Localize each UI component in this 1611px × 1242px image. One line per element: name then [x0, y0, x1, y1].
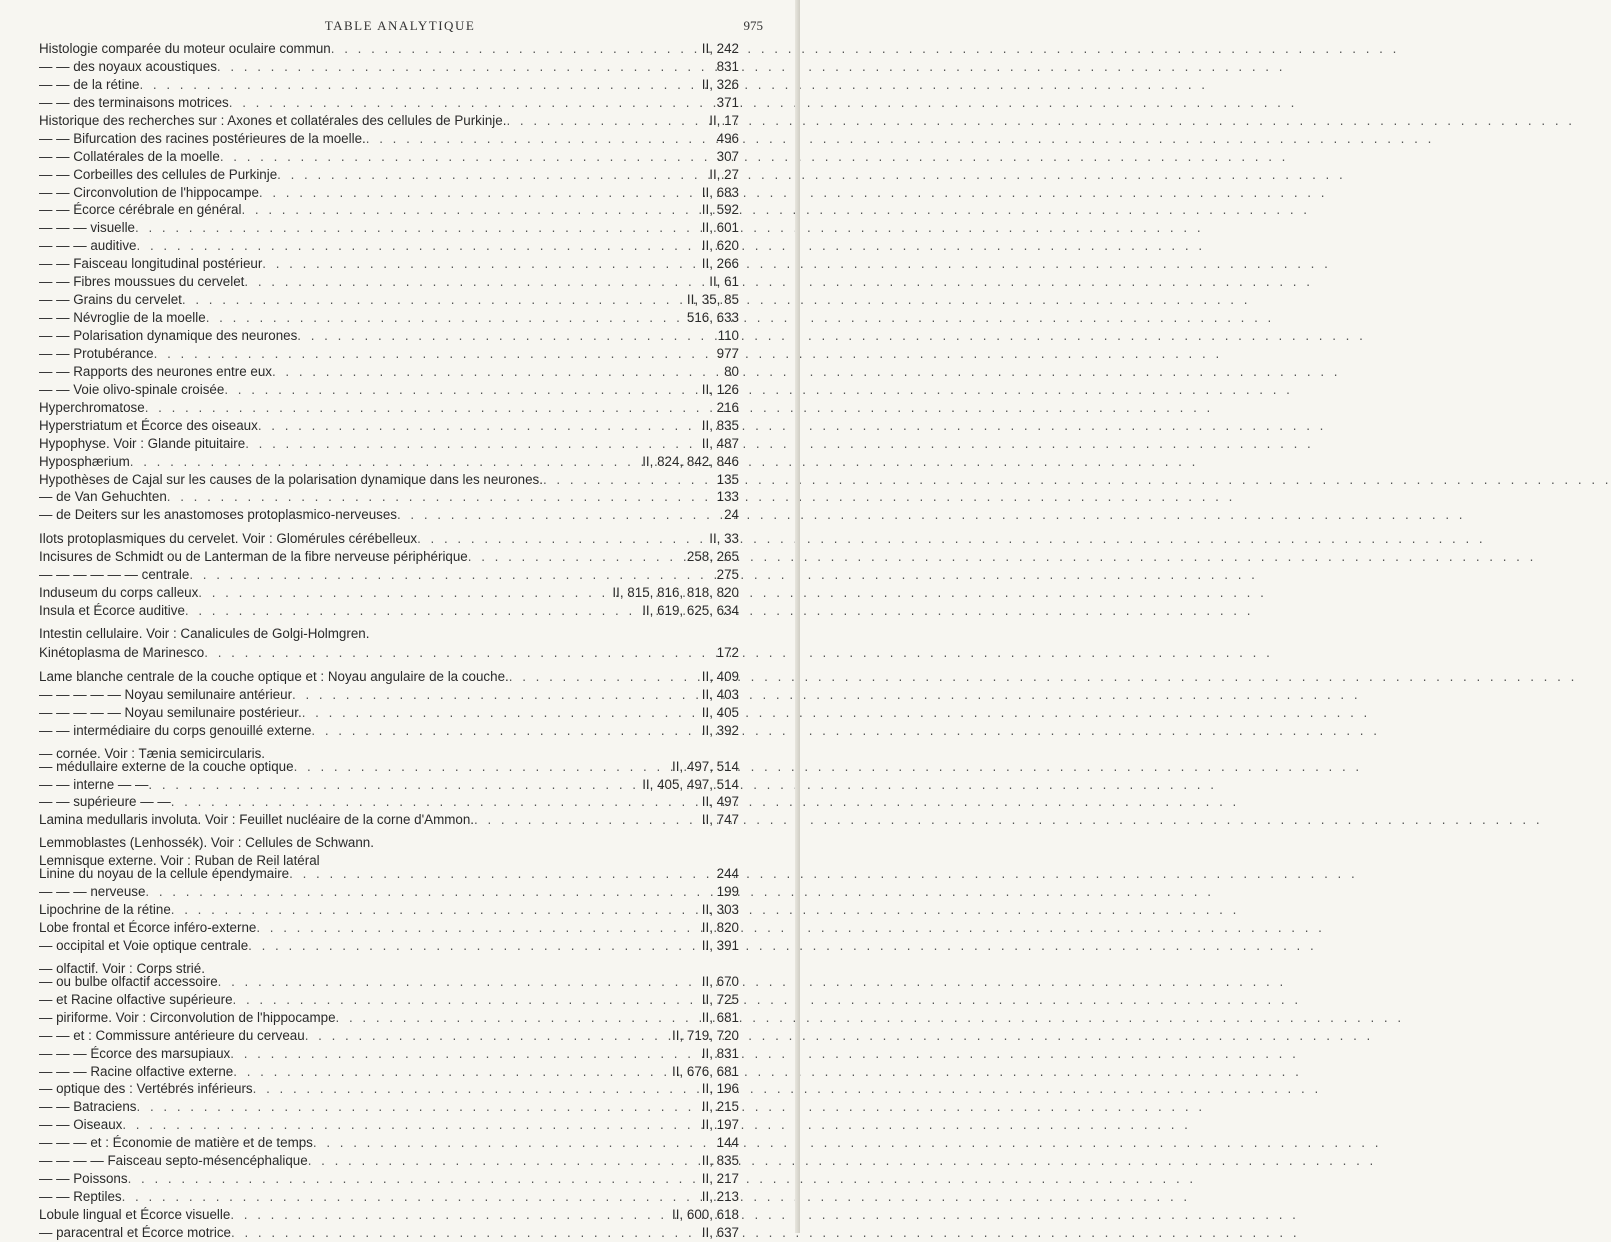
- leader-dots: [305, 1027, 669, 1045]
- page-reference: II, 391: [701, 937, 739, 953]
- index-entry: [39, 1152, 739, 1170]
- index-entry: [39, 1080, 739, 1098]
- entry-text: — — — et : Économie de matière et de temps: [39, 1135, 313, 1151]
- leader-dots: [417, 530, 706, 548]
- entry-text: — olfactif. Voir : Corps strié.: [39, 960, 205, 976]
- page-reference: 216: [716, 399, 739, 415]
- leader-dots: [198, 584, 609, 602]
- index-entry: [39, 1170, 739, 1188]
- entry-text: — — des noyaux acoustiques: [39, 58, 217, 74]
- entry-text: Lamina medullaris involuta. Voir : Feuillet nucléaire de la corne d'Ammon.: [39, 812, 474, 828]
- entry-text: — — supérieure — —: [39, 794, 171, 810]
- leader-dots: [256, 919, 698, 937]
- index-entry: [39, 130, 739, 148]
- leader-dots: [218, 973, 699, 991]
- page-reference: II, 197: [701, 1117, 739, 1133]
- leader-dots: [331, 40, 699, 58]
- leader-dots: [137, 1098, 699, 1116]
- index-entry: [39, 620, 739, 641]
- entry-text: — — Grains du cervelet: [39, 292, 182, 308]
- entry-text: — — — — Faisceau septo-mésencéphalique: [39, 1153, 308, 1169]
- page-reference: II, 126: [701, 381, 739, 397]
- page-reference: II, 303: [701, 902, 739, 918]
- leader-dots: [135, 219, 699, 237]
- page-reference: II, 824, 842, 846: [642, 453, 739, 469]
- page-reference: II, 242: [701, 41, 739, 56]
- leader-dots: [217, 58, 714, 76]
- index-entry: [39, 722, 739, 740]
- index-entry: [39, 566, 739, 584]
- leader-dots: [231, 1224, 699, 1242]
- entry-text: — médullaire externe de la couche optique: [39, 758, 294, 774]
- index-entry: [39, 1045, 739, 1063]
- entry-text: — — Batraciens: [39, 1099, 137, 1115]
- index-entry: [39, 381, 739, 399]
- entry-text: Lobule lingual et Écorce visuelle: [39, 1207, 231, 1222]
- leader-dots: [258, 417, 699, 435]
- page-reference: II, 217: [701, 1171, 739, 1187]
- index-entry: [39, 955, 739, 976]
- page-reference: II, 820: [701, 920, 739, 935]
- page-reference: II, 835: [701, 1153, 739, 1169]
- leader-dots: [122, 1188, 699, 1206]
- page-reference: II, 487: [701, 435, 739, 451]
- index-entry: [39, 345, 739, 363]
- entry-text: — — — visuelle: [39, 220, 135, 236]
- entry-text: — de Deiters sur les anastomoses protoplasmico-nerveuses: [39, 507, 397, 523]
- leader-dots: [185, 602, 639, 620]
- entry-text: — — Poissons: [39, 1171, 128, 1187]
- index-entry: [39, 1027, 739, 1045]
- index-entry: [39, 704, 739, 722]
- leader-dots: [297, 327, 714, 345]
- entry-text: — — de la rétine: [39, 76, 140, 92]
- index-entry: [39, 184, 739, 202]
- entry-text: — — interne — —: [39, 776, 149, 792]
- index-entry: [39, 399, 739, 417]
- index-entry: [39, 488, 739, 506]
- page-reference: II, 17: [709, 112, 739, 128]
- leader-dots: [509, 668, 699, 686]
- entry-text: — paracentral et Écorce motrice: [39, 1224, 232, 1240]
- entry-text: — — Rapports des neurones entre eux: [39, 363, 272, 379]
- entry-text: — — Écorce cérébrale en général: [39, 202, 242, 218]
- index-entry: [39, 273, 739, 291]
- leader-dots: [154, 345, 714, 363]
- leader-dots: [374, 829, 736, 847]
- page-number: 975: [743, 18, 763, 33]
- running-head: TABLE ANALYTIQUE: [324, 18, 476, 33]
- leader-dots: [397, 506, 721, 524]
- entry-text: — occipital et Voie optique centrale: [39, 937, 249, 953]
- entry-text: — de Van Gehuchten: [39, 489, 167, 505]
- page-reference: II, 33: [709, 531, 739, 547]
- index-entry: [39, 937, 739, 955]
- leader-dots: [122, 1116, 698, 1134]
- page-reference: II, 831: [701, 1045, 739, 1061]
- page-reference: 244: [716, 866, 739, 882]
- index-entry: [39, 1009, 739, 1027]
- index-entry: [39, 883, 739, 901]
- index-entry: [39, 1098, 739, 1116]
- page-reference: II, 619, 625, 634: [642, 603, 739, 619]
- entry-text: — — Corbeilles des cellules de Purkinje: [39, 166, 278, 182]
- index-entry: [39, 471, 739, 489]
- entry-text: — — Protubérance: [39, 345, 154, 361]
- entry-text: Kinétoplasma de Marinesco: [39, 644, 205, 660]
- index-entry: [39, 758, 739, 776]
- leader-dots: [230, 1045, 699, 1063]
- index-entry: [39, 1224, 739, 1242]
- leader-dots: [244, 273, 706, 291]
- index-entry: [39, 237, 739, 255]
- page-reference: II, 326: [701, 76, 739, 92]
- entry-text: — — Oiseaux: [39, 1117, 123, 1133]
- leader-dots: [294, 758, 669, 776]
- leader-dots: [229, 94, 714, 112]
- index-entry: [39, 829, 739, 851]
- page-reference: II, 592: [701, 202, 739, 218]
- page-reference: II, 215: [701, 1099, 739, 1115]
- index-entry: [39, 58, 739, 76]
- entry-text: Historique des recherches sur : Axones et collatérales des cellules de Purkinje.: [39, 112, 507, 128]
- index-entry: [39, 363, 739, 381]
- leader-dots: [137, 237, 699, 255]
- page-reference: 199: [716, 884, 739, 900]
- entry-text: — — — — — Noyau semilunaire antérieur: [39, 686, 293, 702]
- index-entry: [39, 644, 739, 662]
- index-entry: [39, 602, 739, 620]
- entry-text: Lemmoblastes (Lenhossék). Voir : Cellules de Schwann.: [39, 835, 374, 851]
- page-reference: II, 392: [701, 722, 739, 738]
- page-reference: II, 497, 514: [671, 758, 739, 774]
- entry-text: — — et : Commissure antérieure du cerveau: [39, 1027, 305, 1043]
- index-entry: [39, 112, 739, 130]
- entry-text: — optique des : Vertébrés inférieurs: [39, 1081, 253, 1097]
- index-entry: [39, 811, 739, 829]
- leader-dots: [262, 255, 698, 273]
- entry-text: Lipochrine de la rétine: [39, 902, 171, 918]
- entry-text: Insula et Écorce auditive: [39, 603, 185, 619]
- entry-text: Lemnisque externe. Voir : Ruban de Reil latéral: [39, 853, 320, 869]
- leader-dots: [292, 686, 699, 704]
- index-entry: [39, 506, 739, 524]
- page-reference: II, 405: [701, 704, 739, 720]
- leader-dots: [366, 130, 714, 148]
- entry-text: — — Faisceau longitudinal postérieur: [39, 256, 263, 272]
- leader-dots: [148, 776, 639, 794]
- page-reference: 516, 633: [686, 310, 739, 326]
- entry-text: — — Voie olivo-spinale croisée: [39, 381, 225, 397]
- index-entry: [39, 435, 739, 453]
- page-reference: II, 35, 85: [686, 292, 739, 308]
- leader-dots: [182, 291, 684, 309]
- entry-text: — — — nerveuse: [39, 884, 146, 900]
- index-entry: [39, 1206, 739, 1224]
- page-reference: II, 835: [701, 417, 739, 433]
- entry-text: — — Bifurcation des racines postérieures de la moelle.: [39, 130, 366, 146]
- page-reference: 977: [716, 345, 739, 361]
- leader-dots: [474, 811, 699, 829]
- page-reference: II, 725: [701, 991, 739, 1007]
- entry-text: — — Circonvolution de l'hippocampe: [39, 184, 259, 200]
- leader-dots: [189, 566, 713, 584]
- page-reference: II, 600, 618: [671, 1207, 739, 1222]
- entry-text: — piriforme. Voir : Circonvolution de l'hippocampe: [39, 1009, 336, 1025]
- index-entry: [39, 584, 739, 602]
- index-entry: [39, 973, 739, 991]
- page-reference: II, 719, 720: [671, 1027, 739, 1043]
- leader-dots: [506, 112, 706, 130]
- leader-dots: [265, 740, 736, 758]
- page-reference: II, 681: [701, 1009, 739, 1025]
- index-entry: [39, 255, 739, 273]
- leader-dots: [259, 184, 699, 202]
- entry-text: — — — Racine olfactive externe: [39, 1063, 234, 1079]
- leader-dots: [145, 399, 714, 417]
- page-reference: II, 747: [701, 812, 739, 828]
- entry-text: Histologie comparée du moteur oculaire commun: [39, 41, 331, 56]
- leader-dots: [167, 488, 714, 506]
- page-reference: II, 61: [709, 274, 739, 290]
- leader-dots: [233, 1063, 669, 1081]
- leader-dots: [369, 620, 736, 638]
- leader-dots: [171, 793, 699, 811]
- page-reference: 80: [724, 363, 739, 379]
- page-reference: II, 815, 816, 818, 820: [612, 585, 739, 601]
- page-reference: II, 676, 681: [671, 1063, 739, 1079]
- leader-dots: [206, 309, 684, 327]
- leader-dots: [253, 1080, 699, 1098]
- book-page: [0, 0, 800, 1240]
- page-reference: 135: [716, 471, 739, 487]
- index-entry: [39, 166, 739, 184]
- page-reference: 133: [716, 489, 739, 505]
- index-entry: [39, 793, 739, 811]
- index-entry: [39, 1134, 739, 1152]
- leader-dots: [145, 883, 713, 901]
- leader-dots: [128, 1170, 699, 1188]
- leader-dots: [272, 363, 721, 381]
- leader-dots: [245, 435, 699, 453]
- entry-text: Intestin cellulaire. Voir : Canalicules de Golgi-Holmgren.: [39, 625, 370, 641]
- leader-dots: [248, 937, 699, 955]
- entry-text: — — Reptiles: [39, 1189, 122, 1205]
- leader-dots: [302, 704, 699, 722]
- entry-text: — — — Écorce des marsupiaux: [39, 1045, 231, 1061]
- page-reference: 371: [716, 94, 739, 110]
- entry-text: — et Racine olfactive supérieure: [39, 991, 233, 1007]
- entry-text: Ilots protoplasmiques du cervelet. Voir : Glomérules cérébelleux: [39, 531, 418, 547]
- entry-text: Hyposphærium: [39, 453, 130, 469]
- entry-text: — — — — — — centrale: [39, 567, 190, 583]
- page-reference: 172: [716, 644, 739, 660]
- index-entry: [39, 740, 739, 761]
- leader-dots: [233, 991, 699, 1009]
- index-entry: [39, 148, 739, 166]
- entry-text: — — — — — Noyau semilunaire postérieur.: [39, 704, 302, 720]
- entry-text: — — des terminaisons motrices: [39, 94, 229, 110]
- leader-dots: [205, 955, 736, 973]
- index-entry: [39, 76, 739, 94]
- page-reference: 275: [716, 567, 739, 583]
- index-entry: [39, 327, 739, 345]
- page-reference: II, 403: [701, 686, 739, 702]
- leader-dots: [289, 865, 714, 883]
- entry-text: — — Névroglie de la moelle: [39, 310, 206, 326]
- index-entry: [39, 901, 739, 919]
- page-reference: II, 601: [701, 220, 739, 236]
- leader-dots: [468, 548, 684, 566]
- index-entry: [39, 991, 739, 1009]
- entry-text: Lobe frontal et Écorce inféro-externe: [39, 920, 257, 935]
- entry-text: — — intermédiaire du corps genouillé externe: [39, 722, 312, 738]
- page-reference: II, 196: [701, 1081, 739, 1097]
- leader-dots: [311, 722, 698, 740]
- page-reference: II, 409: [701, 668, 739, 684]
- entry-text: Lame blanche centrale de la couche optique et : Noyau angulaire de la couche.: [39, 668, 509, 684]
- entry-text: — — Polarisation dynamique des neurones: [39, 328, 298, 343]
- index-entry: [39, 919, 739, 937]
- leader-dots: [224, 381, 698, 399]
- page-reference: 144: [716, 1135, 739, 1151]
- page-reference: II, 266: [701, 256, 739, 272]
- entry-text: — — — auditive: [39, 238, 137, 254]
- leader-dots: [336, 1009, 699, 1027]
- page-reference: II, 637: [701, 1224, 739, 1240]
- leader-dots: [241, 201, 698, 219]
- leader-dots: [308, 1152, 699, 1170]
- entry-text: Induseum du corps calleux: [39, 585, 199, 601]
- page-reference: 307: [716, 148, 739, 164]
- page-reference: 110: [717, 328, 739, 343]
- entry-text: — — Fibres moussues du cervelet: [39, 274, 245, 290]
- entry-text: — — Collatérales de la moelle: [39, 148, 220, 164]
- index-entry: [39, 453, 739, 471]
- leader-dots: [171, 901, 699, 919]
- leader-dots: [204, 644, 713, 662]
- page-reference: II, 213: [701, 1189, 739, 1205]
- index-entry: [39, 776, 739, 794]
- index-entry: [39, 201, 739, 219]
- entry-text: Hyperchromatose: [39, 399, 145, 415]
- index-entry: [39, 417, 739, 435]
- index-entry: [39, 309, 739, 327]
- index-entry: [39, 94, 739, 112]
- index-entries: [39, 40, 739, 1242]
- entry-text: — ou bulbe olfactif accessoire: [39, 973, 218, 989]
- page-reference: 496: [716, 130, 739, 146]
- page-reference: II, 405, 497, 514: [642, 776, 739, 792]
- index-entry: [39, 530, 739, 548]
- entry-text: — cornée. Voir : Tænia semicircularis.: [39, 745, 265, 761]
- index-entry: [39, 686, 739, 704]
- page-reference: II, 620: [701, 238, 739, 254]
- leader-dots: [139, 76, 698, 94]
- index-entry: [39, 668, 739, 686]
- page-reference: 24: [724, 507, 739, 523]
- entry-text: Incisures de Schmidt ou de Lanterman de la fibre nerveuse périphérique: [39, 549, 468, 565]
- page-reference: II, 670: [701, 973, 739, 989]
- leader-dots: [277, 166, 706, 184]
- entry-text: Hyperstriatum et Écorce des oiseaux: [39, 417, 258, 433]
- page-reference: II, 27: [709, 166, 739, 182]
- index-entry: [39, 1116, 739, 1134]
- index-entry: [39, 219, 739, 237]
- index-entry: [39, 865, 739, 883]
- leader-dots: [130, 453, 639, 471]
- entry-text: Linine du noyau de la cellule épendymaire: [39, 866, 290, 882]
- leader-dots: [230, 1206, 669, 1224]
- page-reference: II, 683: [701, 184, 739, 200]
- page-reference: II, 497: [701, 794, 739, 810]
- index-entry: [39, 40, 739, 58]
- index-entry: [39, 1063, 739, 1081]
- entry-text: Hypophyse. Voir : Glande pituitaire: [39, 435, 246, 451]
- leader-dots: [313, 1134, 714, 1152]
- index-entry: [39, 548, 739, 566]
- page-reference: 258, 265: [686, 549, 739, 565]
- entry-text: Hypothèses de Cajal sur les causes de la polarisation dynamique dans les neurones.: [39, 471, 543, 487]
- index-entry: [39, 291, 739, 309]
- leader-dots: [220, 148, 714, 166]
- page-edge: [795, 0, 800, 1233]
- page-reference: 831: [716, 58, 739, 74]
- leader-dots: [320, 847, 736, 865]
- index-entry: [39, 1188, 739, 1206]
- leader-dots: [543, 471, 714, 489]
